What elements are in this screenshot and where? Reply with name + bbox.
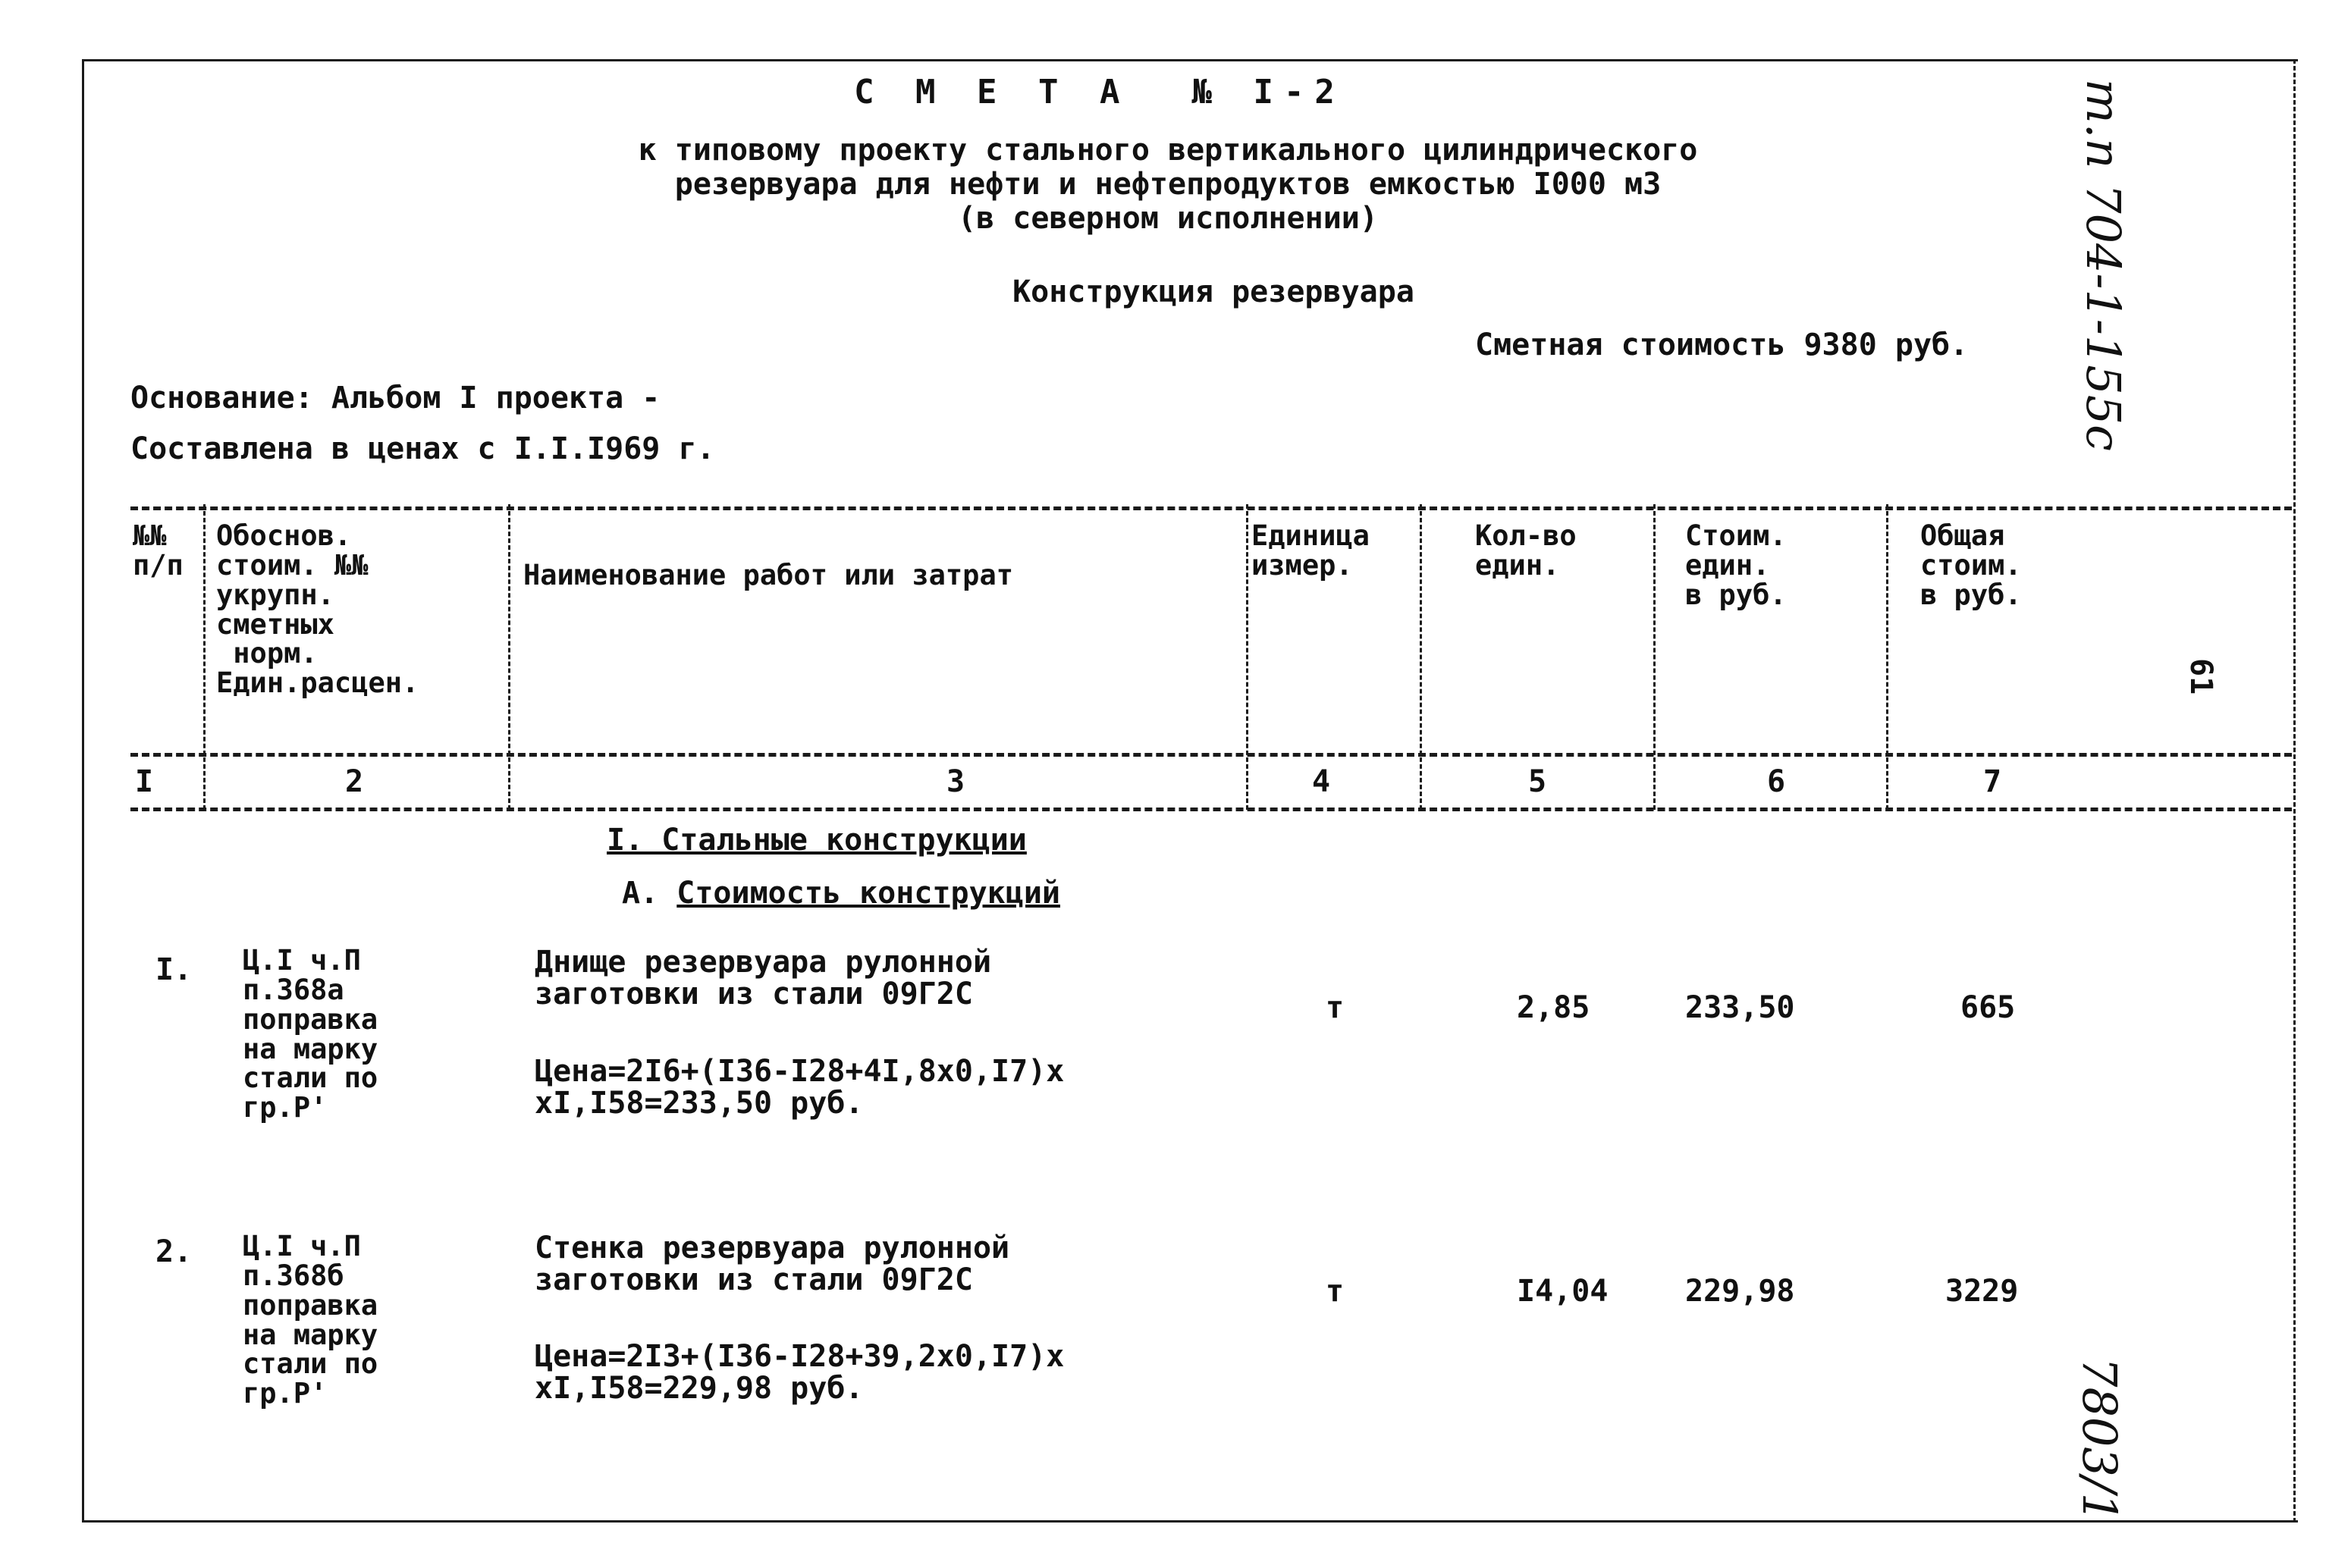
- column-divider-2: [508, 504, 510, 810]
- row-1-total: 665: [1960, 990, 2016, 1025]
- row-2-total: 3229: [1945, 1274, 2019, 1309]
- frame-bottom-border: [82, 1520, 2298, 1523]
- subsection-heading-cost: [622, 876, 1060, 911]
- row-2-unit: т: [1326, 1274, 1345, 1309]
- subsection-prefix: А.: [622, 876, 659, 911]
- frame-right-border: [2293, 59, 2296, 1523]
- header-basis: Обоснов. стоим. №№ укрупн. сметных норм. Един.расцен.: [216, 519, 419, 700]
- column-divider-3: [1246, 504, 1248, 810]
- row-2-basis: Ц.I ч.П п.368б поправка на марку стали по гр.Р': [243, 1230, 378, 1410]
- row-2-formula: Цена=2I3+(I36-I28+39,2x0,I7)x xI,I58=229,98 руб.: [535, 1339, 1065, 1406]
- subsection-heading-text: Стоимость конструкций: [676, 876, 1060, 911]
- margin-reference-text: 7803/1: [2072, 1357, 2127, 1523]
- table-top-rule: [130, 506, 2292, 510]
- row-1-number: I.: [155, 952, 193, 987]
- column-number-1: I: [135, 764, 154, 799]
- column-divider-5: [1653, 504, 1656, 810]
- row-2-quantity: I4,04: [1517, 1274, 1609, 1309]
- header-work-name: Наименование работ или затрат: [523, 559, 1014, 591]
- margin-project-code-text: т.п 704-1-155с: [2076, 79, 2131, 451]
- row-2-name: Стенка резервуара рулонной заготовки из стали 09Г2С: [535, 1231, 1010, 1297]
- column-number-6: 6: [1767, 764, 1786, 799]
- table-header-rule: [130, 753, 2292, 757]
- row-1-unit: т: [1326, 990, 1345, 1025]
- column-number-7: 7: [1983, 764, 2002, 799]
- header-number: №№ п/п: [133, 519, 184, 582]
- estimated-cost: Сметная стоимость 9380 руб.: [1475, 328, 1969, 362]
- subtitle-line-2: резервуара для нефти и нефтепродуктов емкостью I000 м3: [674, 167, 1662, 202]
- row-1-unit-cost: 233,50: [1685, 990, 1795, 1025]
- column-divider-1: [203, 504, 206, 810]
- row-1-formula: Цена=2I6+(I36-I28+4I,8x0,I7)x xI,I58=233,50 руб.: [535, 1054, 1065, 1121]
- page-number-text: 61: [2183, 658, 2218, 695]
- prices-line: Составлена в ценах с I.I.I969 г.: [130, 431, 715, 466]
- subtitle-line-1: к типовому проекту стального вертикального цилиндрического: [638, 133, 1698, 168]
- column-number-2: 2: [345, 764, 364, 799]
- column-divider-6: [1886, 504, 1888, 810]
- row-2-unit-cost: 229,98: [1685, 1274, 1795, 1309]
- header-total-cost: Общая стоим. в руб.: [1920, 519, 2022, 611]
- column-number-4: 4: [1312, 764, 1331, 799]
- table-colnum-rule: [130, 808, 2292, 811]
- document-title: С М Е Т А № I-2: [854, 73, 1345, 111]
- section-heading-steel-text: I. Стальные конструкции: [607, 823, 1027, 858]
- header-quantity: Кол-во един.: [1475, 519, 1577, 582]
- header-unit-cost: Стоим. един. в руб.: [1685, 519, 1787, 611]
- row-1-name: Днище резервуара рулонной заготовки из стали 09Г2С: [535, 945, 992, 1011]
- row-1-basis: Ц.I ч.П п.368а поправка на марку стали по гр.Р': [243, 944, 378, 1124]
- section-title: Конструкция резервуара: [1012, 274, 1414, 309]
- header-unit: Единица измер.: [1251, 519, 1370, 582]
- basis-line: Основание: Альбом I проекта -: [130, 381, 661, 416]
- subtitle-line-3: (в северном исполнении): [958, 201, 1378, 236]
- column-number-5: 5: [1528, 764, 1547, 799]
- row-1-quantity: 2,85: [1517, 990, 1590, 1025]
- section-heading-steel: [607, 823, 1027, 858]
- frame-left-border: [82, 59, 84, 1523]
- column-divider-4: [1420, 504, 1422, 810]
- column-number-3: 3: [946, 764, 965, 799]
- frame-top-border: [82, 59, 2298, 61]
- row-2-number: 2.: [155, 1234, 193, 1269]
